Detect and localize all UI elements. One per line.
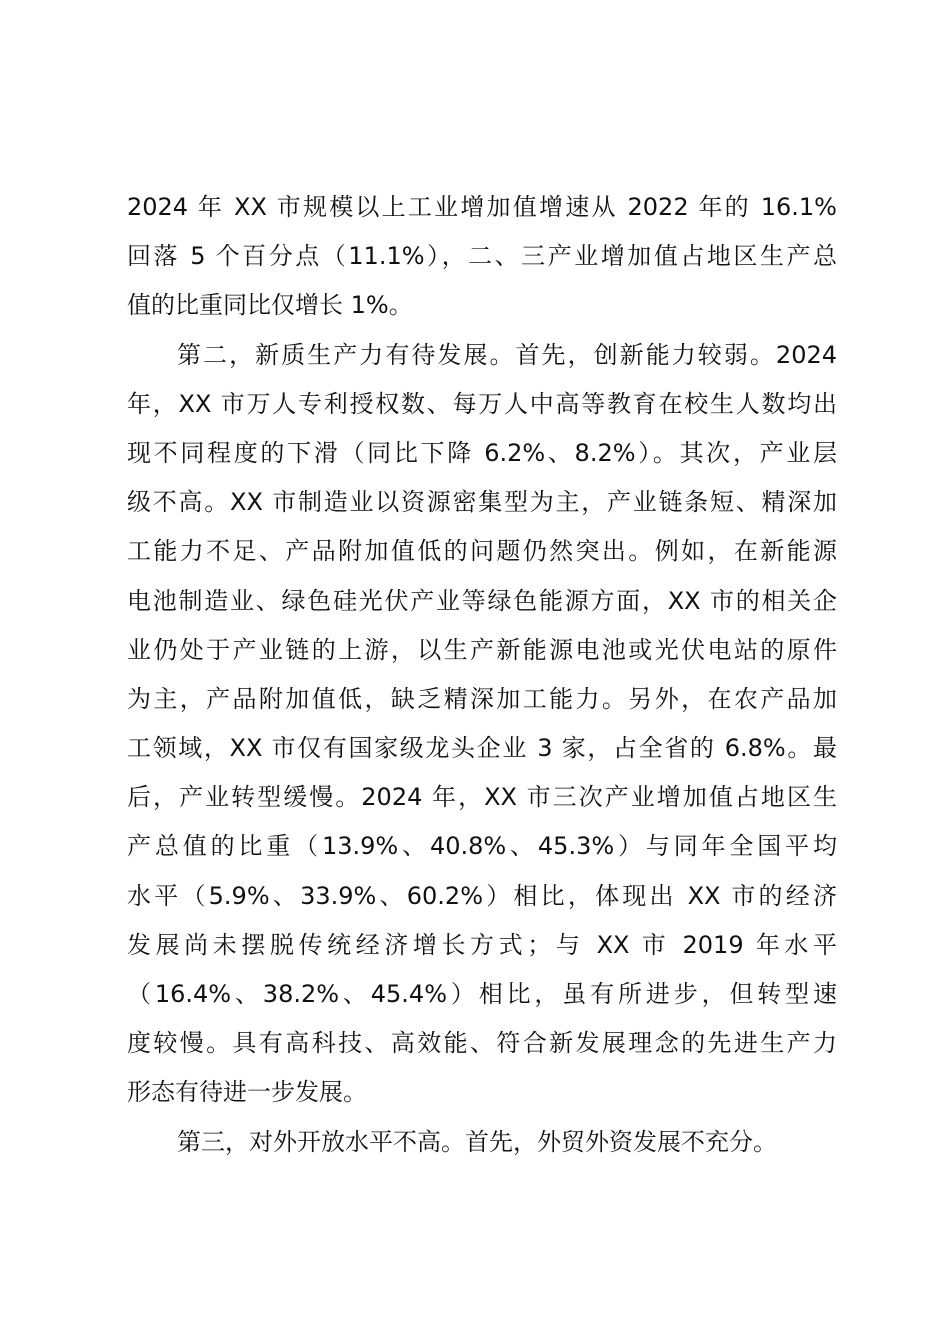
paragraph-2-line-9: 工领域，XX 市仅有国家级龙头企业 3 家，占全省的 6.8%。最	[127, 734, 837, 763]
paragraph-2-line-8: 为主，产品附加值低，缺乏精深加工能力。另外，在农产品加	[127, 684, 837, 713]
paragraph-2-line-1: 第二，新质生产力有待发展。首先，创新能力较弱。2024	[177, 340, 837, 369]
paragraph-2-line-3: 现不同程度的下滑（同比下降 6.2%、8.2%）。其次，产业层	[127, 438, 837, 467]
paragraph-2-line-15: 度较慢。具有高科技、高效能、符合新发展理念的先进生产力	[127, 1029, 837, 1058]
body-text	[127, 183, 837, 1167]
paragraph-1-line-2: 回落 5 个百分点（11.1%），二、三产业增加值占地区生产总	[127, 242, 837, 271]
paragraph-1-line-1: 2024 年 XX 市规模以上工业增加值增速从 2022 年的 16.1%	[127, 193, 837, 221]
paragraph-2-line-11: 产总值的比重（13.9%、40.8%、45.3%）与同年全国平均	[127, 832, 837, 861]
paragraph-2-line-10: 后，产业转型缓慢。2024 年，XX 市三次产业增加值占地区生	[127, 783, 837, 812]
paragraph-2-line-7: 业仍处于产业链的上游，以生产新能源电池或光伏电站的原件	[127, 635, 837, 664]
paragraph-2-line-16: 形态有待进一步发展。	[127, 1078, 367, 1107]
paragraph-1-line-3: 值的比重同比仅增长 1%。	[127, 291, 413, 320]
paragraph-2-line-6: 电池制造业、绿色硅光伏产业等绿色能源方面，XX 市的相关企	[127, 586, 837, 615]
paragraph-2-line-5: 工能力不足、产品附加值低的问题仍然突出。例如，在新能源	[127, 537, 837, 566]
paragraph-2-line-14: （16.4%、38.2%、45.4%）相比，虽有所进步，但转型速	[127, 980, 837, 1008]
paragraph-2-line-4: 级不高。XX 市制造业以资源密集型为主，产业链条短、精深加	[127, 488, 837, 517]
paragraph-3-line-1: 第三，对外开放水平不高。首先，外贸外资发展不充分。	[177, 1127, 777, 1156]
paragraph-2-line-12: 水平（5.9%、33.9%、60.2%）相比，体现出 XX 市的经济	[127, 881, 837, 910]
paragraph-2-line-2: 年，XX 市万人专利授权数、每万人中高等教育在校生人数均出	[127, 389, 837, 418]
paragraph-2-line-13: 发展尚未摆脱传统经济增长方式；与 XX 市 2019 年水平	[127, 930, 837, 959]
